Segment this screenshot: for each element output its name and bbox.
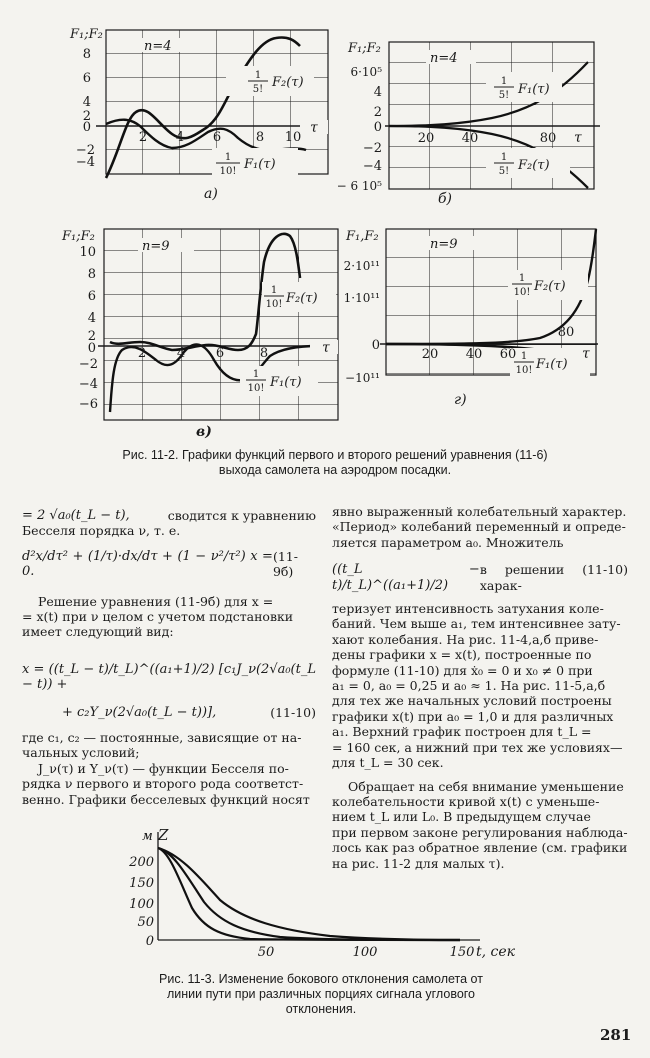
panel-d-f1-label: F₁(τ) xyxy=(536,357,568,372)
panel-d-f2-coef-num: 1 xyxy=(518,273,526,284)
panel-a-f2-coef-den: 5! xyxy=(252,84,264,95)
figure-11-3-caption-line: линии пути при различных порциях сигнала углового xyxy=(166,987,476,1001)
text-line: a₁. Верхний график построен для t_L = xyxy=(332,724,592,740)
panel-d-x-var: τ xyxy=(582,346,590,362)
fig-11-3-curve-slow xyxy=(158,848,460,940)
panel-b-f1-coef-den: 5! xyxy=(498,90,510,101)
panel-b-f1-label: F₁(τ) xyxy=(518,82,550,97)
panel-a-f1-label: F₁(τ) xyxy=(244,157,276,172)
eq-multiplier: ((t_L − t)/t_L)^((a₁+1)/2) xyxy=(332,562,480,593)
panel-d-x-tick: 80 xyxy=(557,325,575,340)
fig-11-3-x-tick: 50 xyxy=(257,945,275,960)
panel-b-f2-coef-den: 5! xyxy=(498,166,510,177)
panel-a-x-tick: 6 xyxy=(212,130,222,145)
fig-11-3-y-tick: 0 xyxy=(145,934,154,949)
panel-b-y-tick: −4 xyxy=(362,159,382,174)
panel-c-x-tick: 6 xyxy=(215,346,225,361)
panel-a-x-var: τ xyxy=(310,120,318,136)
panel-d-y-tick: 1·10¹¹ xyxy=(343,291,380,305)
panel-b-f2-label: F₂(τ) xyxy=(518,158,550,173)
text-line: a₁ = 0, a₀ = 0,25 и a₀ ≈ 1. На рис. 11-5,а,б xyxy=(332,678,606,694)
panel-a-f2-coef-num: 1 xyxy=(254,70,262,81)
panel-b-y-tick: 6·10⁵ xyxy=(350,65,382,79)
panel-b-y-tick: 0 xyxy=(373,120,382,135)
panel-d-y-tick: 2·10¹¹ xyxy=(343,259,380,273)
text-line: на рис. 11-2 для малых τ). xyxy=(332,855,505,871)
panel-c-y-tick: 4 xyxy=(87,311,96,326)
panel-a-y-tick: 0 xyxy=(82,120,91,135)
panel-a-axis-label: F₁;F₂ xyxy=(70,27,103,42)
text-line: для t_L = 30 сек. xyxy=(332,755,444,771)
figure-11-3-caption-line: отклонения. xyxy=(285,1002,357,1016)
fig-11-3-curve-fast xyxy=(158,848,460,940)
panel-d-param: n=9 xyxy=(430,237,458,252)
text-line: лось как раз обратное явление (см. графики xyxy=(332,840,628,856)
page-number: 281 xyxy=(600,1026,632,1044)
panel-c-f1-coef-den: 10! xyxy=(247,383,265,394)
panel-a-f1-coef-num: 1 xyxy=(224,152,232,163)
panel-b-axis-label: F₁;F₂ xyxy=(348,41,381,56)
panel-c-y-tick: 0 xyxy=(87,341,96,356)
panel-d-f1-coef-den: 10! xyxy=(515,365,533,376)
panel-b-y-tick: 4 xyxy=(373,85,382,100)
fig-11-3-y-var: Z xyxy=(158,826,169,844)
panel-c-y-tick: −4 xyxy=(78,377,98,392)
panel-b-f1-coef-num: 1 xyxy=(500,76,508,87)
panel-c-x-var: τ xyxy=(322,340,330,356)
text-line: имеет следующий вид: xyxy=(22,624,174,640)
panel-c-x-tick: 2 xyxy=(137,346,147,361)
panel-a-y-tick: 8 xyxy=(82,47,91,62)
figure-11-2-caption-line: выхода самолета на аэродром посадки. xyxy=(218,463,452,477)
panel-c-axis-label: F₁;F₂ xyxy=(62,229,95,244)
panel-c-f2-coef-num: 1 xyxy=(270,285,278,296)
panel-a-y-tick: −2 xyxy=(75,143,95,158)
panel-d-graph xyxy=(344,229,598,408)
text-line: = x(t) при ν целом с учетом подстановки xyxy=(22,609,294,625)
text-line: ляется параметром a₀. Множитель xyxy=(332,534,564,550)
panel-a-y-tick: 2 xyxy=(82,109,91,124)
text-line: венно. Графики бесселевых функций носят xyxy=(22,791,310,807)
panel-b-x-tick: 80 xyxy=(539,131,557,146)
eq-solution-line1: x = ((t_L − t)/t_L)^((a₁+1)/2) [c₁J_ν(2√a₀(t_L − t)) + xyxy=(22,661,316,693)
text-line: колебательности кривой x(t) с уменьше- xyxy=(332,793,600,809)
panel-b-x-tick: 20 xyxy=(417,131,435,146)
panel-a-f1-coef-den: 10! xyxy=(219,166,237,177)
text-line: графики x(t) при a₀ = 1,0 и для различных xyxy=(332,708,614,724)
panel-a-y-tick: 6 xyxy=(82,71,91,86)
eq-number: (11-9б) xyxy=(272,548,298,580)
figure-11-3-caption xyxy=(120,972,522,1017)
panel-d-axis-label: F₁,F₂ xyxy=(346,229,379,244)
fig-11-3-x-tick: 150 xyxy=(449,945,475,960)
panel-a-param: n=4 xyxy=(144,39,172,54)
eq-solution-line2: + c₂Y_ν(2√a₀(t_L − t))], xyxy=(62,704,217,720)
text-line: Обращает на себя внимание уменьшение xyxy=(348,778,624,794)
panel-a-y-tick: 4 xyxy=(82,95,91,110)
text-line: для тех же начальных условий построены xyxy=(332,693,612,709)
panel-d-f2-coef-den: 10! xyxy=(513,287,531,298)
panel-c-f2-coef-den: 10! xyxy=(265,299,283,310)
text-line: явно выраженный колебательный характер. xyxy=(332,504,627,519)
left-column xyxy=(22,508,316,807)
panel-b-f2-coef-num: 1 xyxy=(500,152,508,163)
text-line: = 160 сек, а нижний при тех же условиях— xyxy=(332,739,623,755)
panel-c-y-tick: 10 xyxy=(79,245,96,260)
text-line: дены графики x = x(t), построенные по xyxy=(332,647,592,663)
text-line: баний. Чем выше a₁, тем интенсивнее зату- xyxy=(332,616,621,632)
panel-a-x-tick: 4 xyxy=(175,130,185,145)
panel-d-x-tick: 20 xyxy=(421,347,439,362)
text-line: хают колебания. На рис. 11-4,а,б приве- xyxy=(332,631,599,647)
text-line: J_ν(τ) и Y_ν(τ) — функции Бесселя по- xyxy=(38,760,289,776)
panel-a-y-tick: −4 xyxy=(75,155,95,170)
panel-c-graph xyxy=(61,229,338,440)
eq-number: (11-10) xyxy=(270,704,316,720)
fig-11-3-curve-mid xyxy=(158,848,460,940)
panel-c-x-tick: 4 xyxy=(176,346,186,361)
panel-b-y-tick: − 6 10⁵ xyxy=(336,179,382,193)
panel-d-x-tick: 40 xyxy=(465,347,483,362)
panel-d-label: г) xyxy=(454,392,467,408)
panel-b-y-tick: −2 xyxy=(362,141,382,156)
panel-b-param: n=4 xyxy=(430,51,458,66)
panel-b-y-tick: 2 xyxy=(373,105,382,120)
eq-substitution: = 2 √a₀(t_L − t), xyxy=(22,508,130,523)
text-line: «Период» колебаний переменный и опреде- xyxy=(332,519,626,535)
panel-b-label: б) xyxy=(438,191,453,207)
panel-c-label: в) xyxy=(196,424,212,440)
panel-a-f2-label: F₂(τ) xyxy=(272,75,304,90)
panel-d-y-tick: −10¹¹ xyxy=(345,371,380,385)
panel-c-y-tick: 8 xyxy=(87,267,96,282)
panel-a-x-tick: 10 xyxy=(284,130,302,145)
panel-d-f1-coef-num: 1 xyxy=(520,351,528,362)
panel-a-graph xyxy=(69,27,328,202)
text-line: нием t_L или L₀. В предыдущем случае xyxy=(332,809,591,825)
text-line: сводится к уравнению xyxy=(167,508,316,523)
text-line: в решении (11-10) харак- xyxy=(479,562,628,593)
panel-c-y-tick: −6 xyxy=(78,397,98,412)
panel-c-y-tick: 6 xyxy=(87,289,96,304)
panel-d-f2-label: F₂(τ) xyxy=(534,279,566,294)
panel-c-f1-coef-num: 1 xyxy=(252,369,260,380)
figure-11-2-caption-line: Рис. 11-2. Графики функций первого и второго решений уравнения (11-6) xyxy=(122,448,548,462)
figure-11-3-caption-line: Рис. 11-3. Изменение бокового отклонения самолета от xyxy=(159,972,483,986)
figure-11-2 xyxy=(0,0,650,445)
panel-a-x-tick: 8 xyxy=(255,130,265,145)
text-line: Бесселя порядка ν, т. е. xyxy=(22,523,181,539)
panel-b-x-var: τ xyxy=(574,130,582,146)
eq-bessel: d²x/dτ² + (1/τ)·dx/dτ + (1 − ν²/τ²) x = 0. xyxy=(22,548,273,580)
text-line: чальных условий; xyxy=(22,745,140,761)
fig-11-3-x-tick: 100 xyxy=(352,945,378,960)
text-line: формуле (11-10) для ẋ₀ = 0 и x₀ ≠ 0 при xyxy=(332,662,593,678)
fig-11-3-y-tick: 50 xyxy=(137,915,154,930)
text-line: теризует интенсивность затухания коле- xyxy=(332,601,604,617)
right-column xyxy=(332,504,628,871)
panel-b-graph xyxy=(337,41,600,207)
fig-11-3-y-tick: 100 xyxy=(129,897,154,912)
panel-c-x-tick: 8 xyxy=(259,346,269,361)
panel-b-x-tick: 40 xyxy=(461,131,479,146)
panel-d-x-tick: 60 xyxy=(499,347,517,362)
panel-d-y-tick: 0 xyxy=(371,338,380,353)
panel-c-param: n=9 xyxy=(142,239,170,254)
figure-11-3 xyxy=(120,822,520,972)
panel-c-f1-label: F₁(τ) xyxy=(270,375,302,390)
fig-11-3-y-unit: м xyxy=(142,829,153,844)
panel-a-label: а) xyxy=(204,186,218,202)
panel-a-x-tick: 2 xyxy=(138,130,148,145)
panel-c-f2-label: F₂(τ) xyxy=(286,291,318,306)
fig-11-3-x-label: t, сек xyxy=(476,944,516,960)
text-line: Решение уравнения (11-9б) для x = xyxy=(38,593,274,609)
panel-c-y-tick: −2 xyxy=(78,357,98,372)
fig-11-3-y-tick: 150 xyxy=(129,876,154,891)
panel-c-y-tick: 2 xyxy=(87,329,96,344)
text-line: где c₁, c₂ — постоянные, зависящие от на- xyxy=(22,730,302,746)
text-line: при первом законе регулирования наблюда- xyxy=(332,824,628,840)
fig-11-3-y-tick: 200 xyxy=(129,855,154,870)
text-line: рядка ν первого и второго рода соответст- xyxy=(22,776,304,792)
figure-11-2-caption xyxy=(50,448,620,478)
